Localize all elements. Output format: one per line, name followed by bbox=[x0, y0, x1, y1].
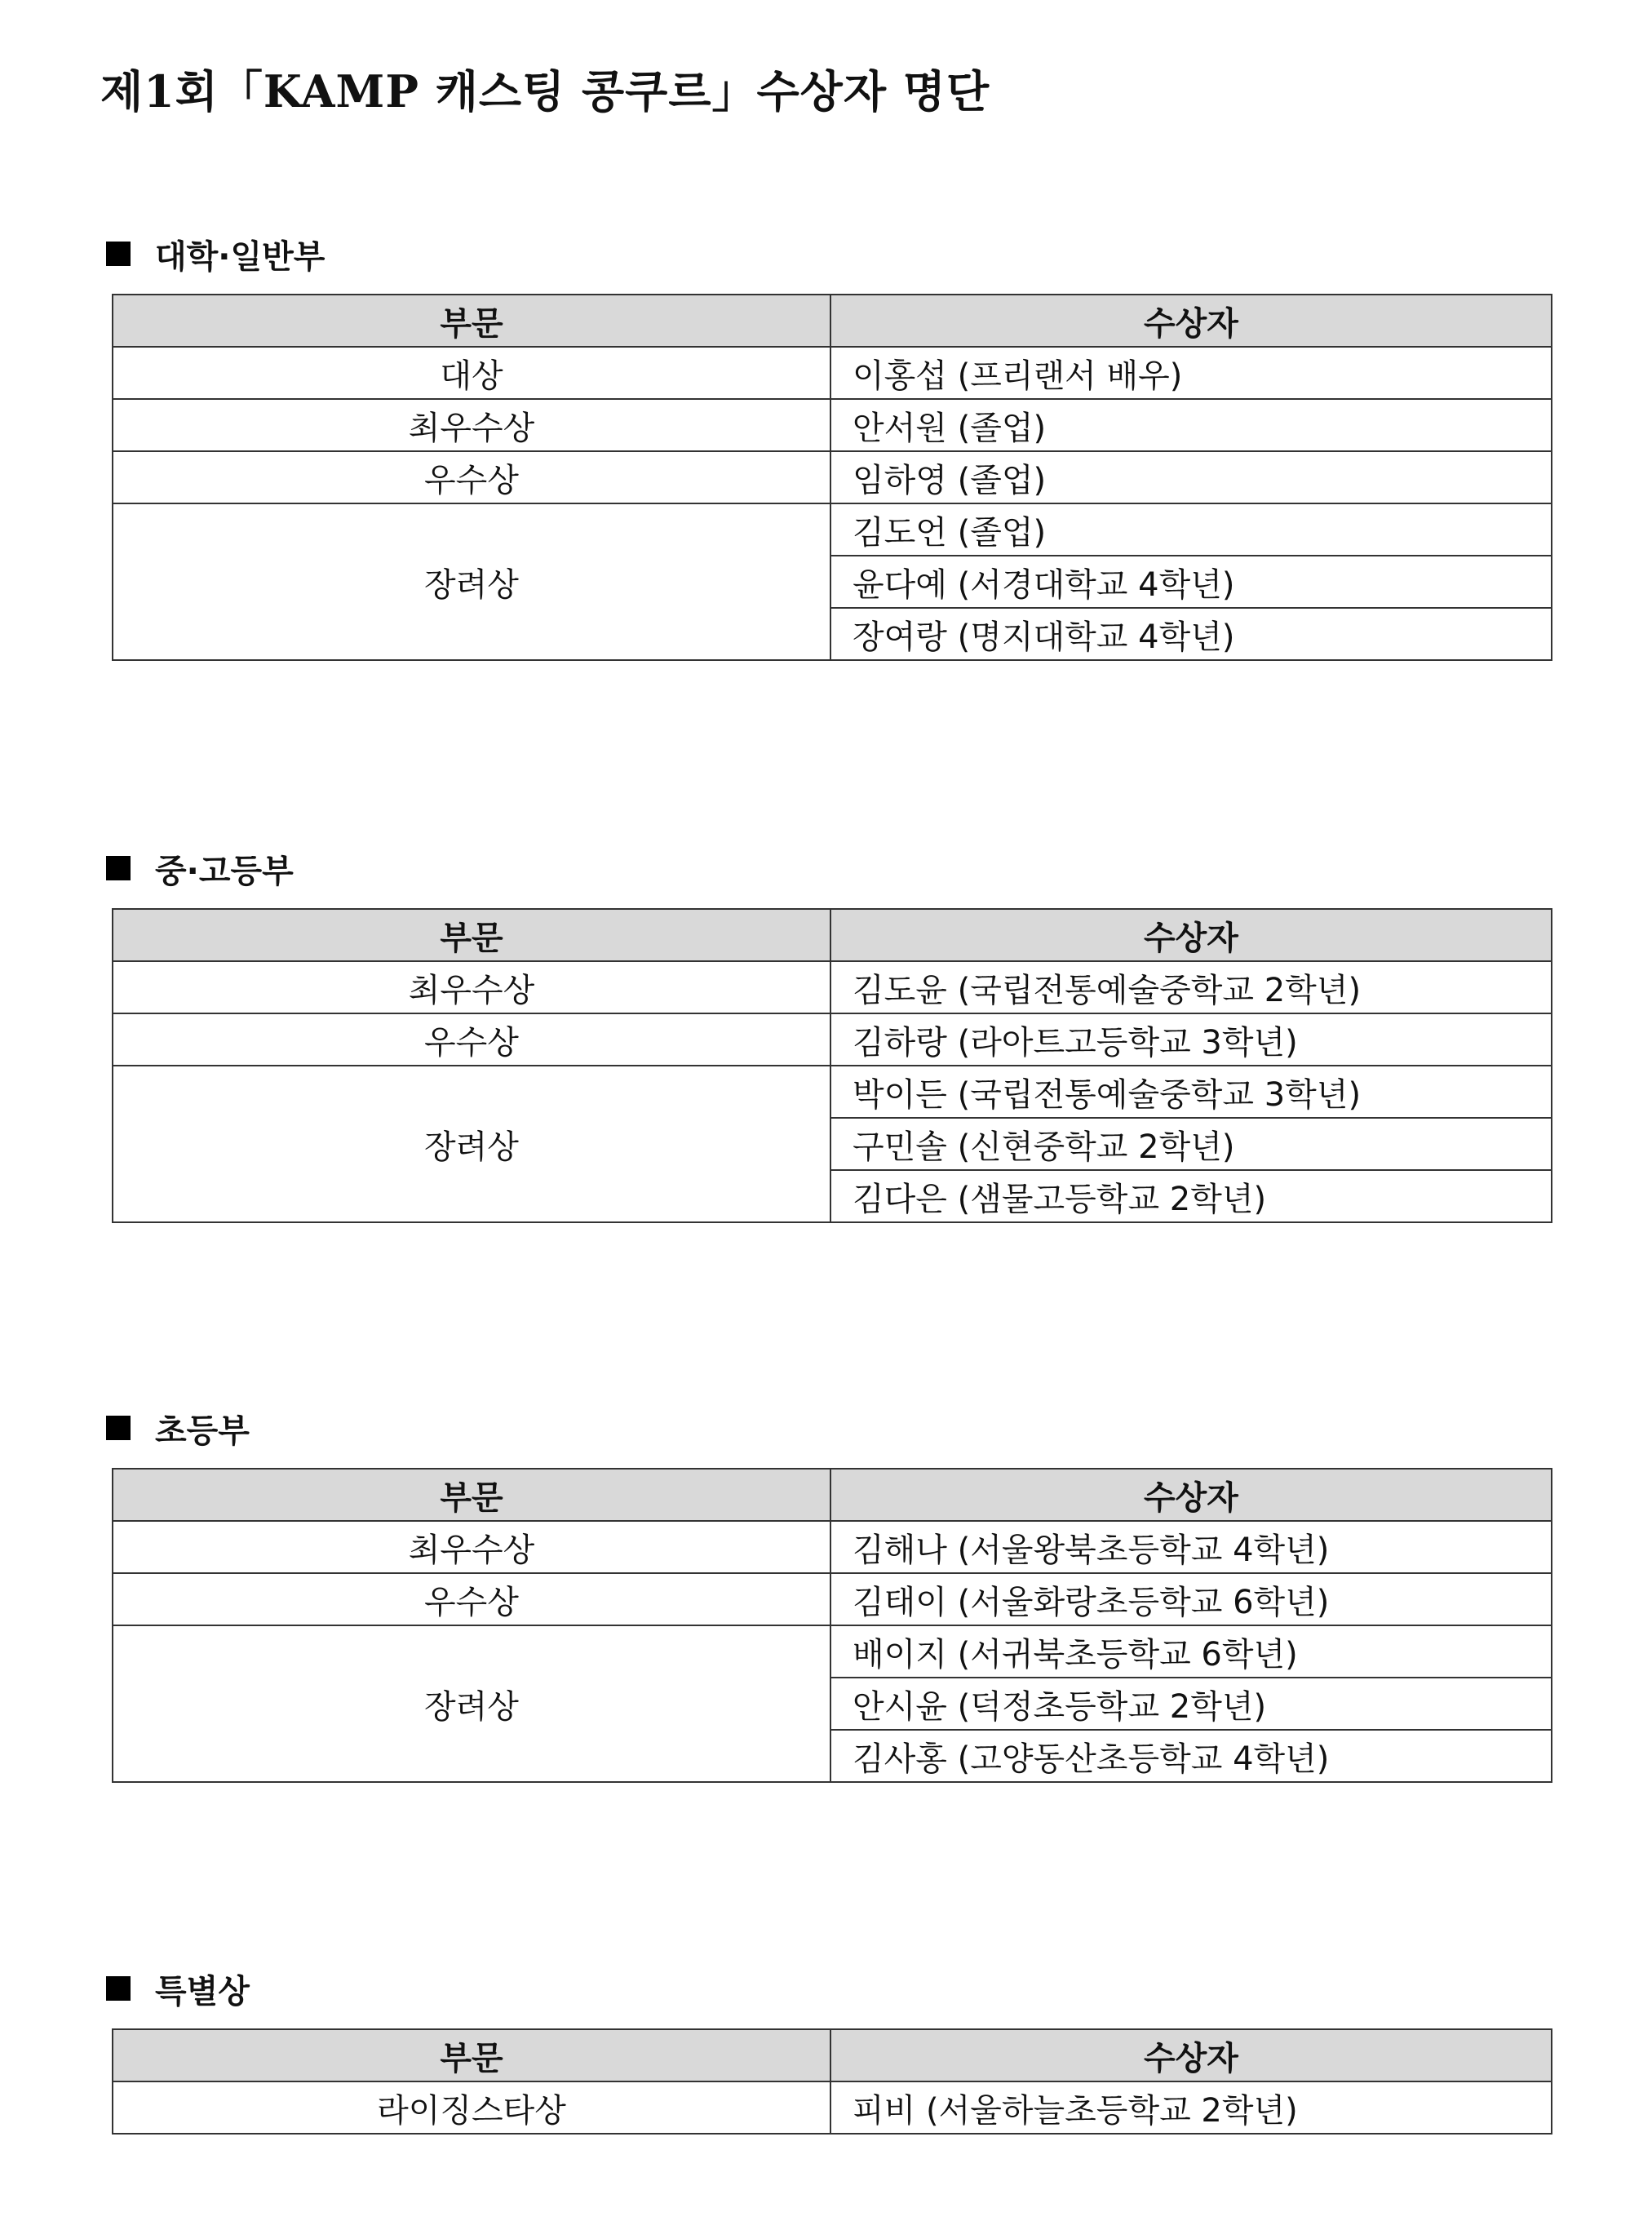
category-header: 부문 bbox=[113, 295, 830, 347]
award-winner: 김태이 (서울화랑초등학교 6학년) bbox=[830, 1573, 1552, 1625]
award-winner: 구민솔 (신현중학교 2학년) bbox=[830, 1118, 1552, 1170]
table-row bbox=[113, 2081, 1552, 2134]
table-row bbox=[113, 451, 1552, 503]
awards-table bbox=[112, 2028, 1552, 2135]
table-row bbox=[113, 1625, 1552, 1678]
winner-header: 수상자 bbox=[830, 295, 1552, 347]
table-row bbox=[113, 347, 1552, 399]
section-title-label: 특별상 bbox=[155, 1972, 250, 2010]
section-title-label: 중·고등부 bbox=[155, 852, 294, 890]
award-winner: 김도윤 (국립전통예술중학교 2학년) bbox=[830, 961, 1552, 1013]
awards-table bbox=[112, 294, 1552, 661]
table-row bbox=[113, 1521, 1552, 1573]
category-header: 부문 bbox=[113, 2029, 830, 2081]
table-header-row bbox=[113, 909, 1552, 961]
award-category: 장려상 bbox=[113, 503, 830, 660]
award-winner: 배이지 (서귀북초등학교 6학년) bbox=[830, 1625, 1552, 1678]
table-header-row bbox=[113, 1469, 1552, 1521]
award-category: 우수상 bbox=[113, 1013, 830, 1066]
section-title bbox=[106, 844, 294, 893]
award-winner: 김해나 (서울왕북초등학교 4학년) bbox=[830, 1521, 1552, 1573]
square-bullet-icon bbox=[106, 1416, 131, 1440]
award-category: 대상 bbox=[113, 347, 830, 399]
award-category: 최우수상 bbox=[113, 961, 830, 1013]
award-winner: 김하랑 (라아트고등학교 3학년) bbox=[830, 1013, 1552, 1066]
section-title-label: 초등부 bbox=[155, 1412, 250, 1450]
awards-table bbox=[112, 1468, 1552, 1783]
table-row bbox=[113, 1573, 1552, 1625]
category-header: 부문 bbox=[113, 1469, 830, 1521]
award-winner: 안서원 (졸업) bbox=[830, 399, 1552, 451]
award-winner: 김사홍 (고양동산초등학교 4학년) bbox=[830, 1730, 1552, 1782]
table-row bbox=[113, 1013, 1552, 1066]
award-winner: 윤다예 (서경대학교 4학년) bbox=[830, 556, 1552, 608]
award-winner: 이홍섭 (프리랜서 배우) bbox=[830, 347, 1552, 399]
award-winner: 임하영 (졸업) bbox=[830, 451, 1552, 503]
award-category: 장려상 bbox=[113, 1066, 830, 1222]
table-row bbox=[113, 961, 1552, 1013]
category-header: 부문 bbox=[113, 909, 830, 961]
award-winner: 박이든 (국립전통예술중학교 3학년) bbox=[830, 1066, 1552, 1118]
award-winner: 장여랑 (명지대학교 4학년) bbox=[830, 608, 1552, 660]
award-winner: 피비 (서울하늘초등학교 2학년) bbox=[830, 2081, 1552, 2134]
winner-header: 수상자 bbox=[830, 1469, 1552, 1521]
square-bullet-icon bbox=[106, 1976, 131, 2001]
section-title bbox=[106, 1403, 250, 1452]
table-row bbox=[113, 399, 1552, 451]
award-winner: 김다은 (샘물고등학교 2학년) bbox=[830, 1170, 1552, 1222]
award-winner: 김도언 (졸업) bbox=[830, 503, 1552, 556]
table-row bbox=[113, 503, 1552, 556]
table-header-row bbox=[113, 2029, 1552, 2081]
square-bullet-icon bbox=[106, 242, 131, 266]
table-row bbox=[113, 1066, 1552, 1118]
awards-table bbox=[112, 908, 1552, 1223]
section-title bbox=[106, 1964, 250, 2013]
award-category: 우수상 bbox=[113, 451, 830, 503]
award-winner: 안시윤 (덕정초등학교 2학년) bbox=[830, 1678, 1552, 1730]
section-title-label: 대학·일반부 bbox=[155, 237, 326, 276]
table-header-row bbox=[113, 295, 1552, 347]
page-title: 제1회「KAMP 캐스팅 콩쿠르」수상자 명단 bbox=[100, 65, 990, 117]
winner-header: 수상자 bbox=[830, 909, 1552, 961]
award-category: 최우수상 bbox=[113, 399, 830, 451]
award-category: 라이징스타상 bbox=[113, 2081, 830, 2134]
award-category: 장려상 bbox=[113, 1625, 830, 1782]
square-bullet-icon bbox=[106, 856, 131, 880]
section-title bbox=[106, 229, 325, 278]
winner-header: 수상자 bbox=[830, 2029, 1552, 2081]
award-category: 우수상 bbox=[113, 1573, 830, 1625]
award-category: 최우수상 bbox=[113, 1521, 830, 1573]
